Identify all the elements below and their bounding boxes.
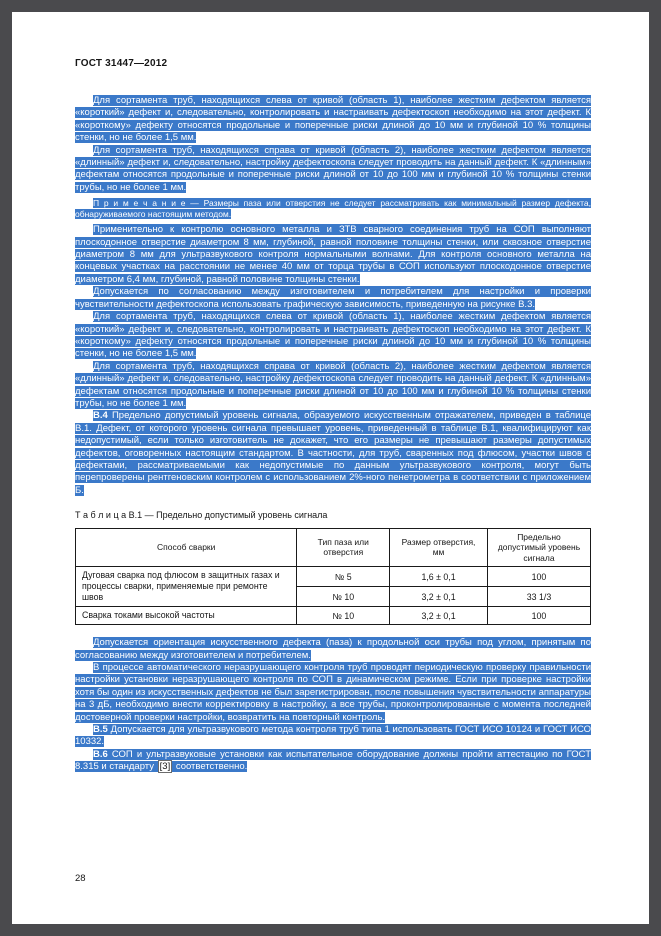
table-header-level: Предельно допустимый уровень сигнала bbox=[487, 528, 590, 567]
paragraph-graphic-dependency bbox=[75, 286, 591, 311]
document-page bbox=[12, 12, 649, 924]
reference-3-link[interactable]: [3] bbox=[159, 761, 171, 773]
table-cell-size: 3,2 ± 0,1 bbox=[390, 587, 488, 607]
paragraph-area2-repeat bbox=[75, 361, 591, 411]
table-cell-level: 100 bbox=[487, 607, 590, 625]
table-header-type: Тип паза или отверстия bbox=[297, 528, 390, 567]
selected-text: Для сортамента труб, находящихся слева от кривой (область 1), наиболее жестким дефектом является «короткий» дефект и, следовательно, контролировать и настраивать дефектоскоп необходимо на этот дефект. К «короткому» дефекту относятся продольные и поперечные риски длиной до 10 мм и глубиной 10 % толщины стенки, но не более 1,5 мм. bbox=[75, 95, 591, 144]
clause-number: В.6 bbox=[93, 748, 108, 760]
note-paragraph bbox=[75, 198, 591, 220]
selected-text: Для сортамента труб, находящихся слева от кривой (область 1), наиболее жестким дефектом является «короткий» дефект и, следовательно, контролировать и настраивать дефектоскоп необходимо на этот дефект. К «короткому» дефекту относятся продольные и поперечные риски длиной до 10 мм и глубиной 10 % толщины стенки, но не более 1,5 мм. bbox=[75, 311, 591, 360]
selected-text: Допускается ориентация искусственного дефекта (паза) к продольной оси трубы под углом, принятым по согласованию между изготовителем и потребителем. bbox=[75, 637, 591, 661]
document-header: ГОСТ 31447—2012 bbox=[75, 58, 168, 69]
selected-text: В процессе автоматического неразрушающего контроля труб проводят периодическую проверку правильности настройки установки неразрушающего контроля по СОП в динамическом режиме. Если при проверке настройки хотя бы один из искусственных дефектов не был зарегистрирован, после повышения чувствительности аппаратуры на 3 дБ, необходимо внести корректировку в настройку, а все трубы, проконтролированные с момента последней достоверной проверки настройки, возвратить на повторный контроль. bbox=[75, 661, 591, 723]
paragraph-area1-repeat bbox=[75, 311, 591, 361]
paragraph-v5 bbox=[75, 724, 591, 749]
table-cell-type: № 10 bbox=[297, 607, 390, 625]
clause-number: В.5 bbox=[93, 723, 108, 735]
signal-level-table bbox=[75, 528, 591, 626]
table-cell-size: 1,6 ± 0,1 bbox=[390, 567, 488, 587]
selected-text: Для сортамента труб, находящихся справа от кривой (область 2), наиболее жестким дефектом является «длинный» дефект и, следовательно, настройку дефектоскопа следует проводить на данный дефект. К «длинным» дефектам относятся продольные и поперечные риски длиной от 10 до 100 мм и глубиной 10 % толщины стенки трубы, но не более 1 мм. bbox=[75, 144, 591, 193]
selected-text: В.6 СОП и ультразвуковые установки как испытательное оборудование должны пройти аттестацию по ГОСТ 8.315 и стандарту [3] соответственно. bbox=[75, 748, 592, 773]
table-row bbox=[76, 567, 591, 587]
table-cell-size: 3,2 ± 0,1 bbox=[390, 607, 488, 625]
paragraph-area1 bbox=[75, 95, 591, 145]
paragraph-area2 bbox=[75, 145, 591, 195]
page-number: 28 bbox=[75, 873, 86, 884]
selected-text: В.5 Допускается для ультразвукового метода контроля труб типа 1 использовать ГОСТ ИСО 10124 и ГОСТ ИСО 10332. bbox=[75, 723, 591, 748]
selected-text: Для сортамента труб, находящихся справа от кривой (область 2), наиболее жестким дефектом является «длинный» дефект и, следовательно, настройку дефектоскопа следует проводить на данный дефект. К «длинным» дефектам относятся продольные и поперечные риски длиной от 10 до 100 мм и глубиной 10 % толщины стенки трубы, но не более 1 мм. bbox=[75, 360, 591, 409]
table-cell-level: 33 1/3 bbox=[487, 587, 590, 607]
document-body bbox=[75, 95, 591, 774]
table-header-method: Способ сварки bbox=[76, 528, 297, 567]
table-row bbox=[76, 607, 591, 625]
paragraph-flat-bottom-hole bbox=[75, 224, 591, 286]
table-header-row bbox=[76, 528, 591, 567]
table-cell-type: № 10 bbox=[297, 587, 390, 607]
selected-text: В.4 Предельно допустимый уровень сигнала, образуемого искусственным отражателем, приведен в таблице В.1. Дефект, от которого уровень сигнала превышает уровень, приведенный в таблице В.1, квалифицируют как недопустимый, если только изготовитель не докажет, что его размеры не превышают размеры допустимых дефектов, оговоренных настоящим стандартом. В частности, для труб, сваренных под флюсом, участки швов с дефектами, рассматриваемыми как недопустимые по данным ультразвукового контроля, могут быть перепроверены рентгеновским контролем с использованием 2%-ного пенетрометра в соответствии с приложением Б. bbox=[75, 410, 591, 496]
table-cell-type: № 5 bbox=[297, 567, 390, 587]
table-header-size: Размер отверстия, мм bbox=[390, 528, 488, 567]
paragraph-v4 bbox=[75, 410, 591, 497]
selected-text: П р и м е ч а н и е — Размеры паза или отверстия не следует рассматривать как минимальный размер дефекта, обнаруживаемого настоящим методом. bbox=[75, 198, 591, 220]
table-cell-method: Сварка токами высокой частоты bbox=[76, 607, 297, 625]
paragraph-v6 bbox=[75, 749, 591, 774]
table-caption: Т а б л и ц а В.1 — Предельно допустимый уровень сигнала bbox=[75, 510, 328, 521]
clause-number: В.4 bbox=[93, 410, 108, 422]
paragraph-periodic-check bbox=[75, 662, 591, 724]
selected-text: Допускается по согласованию между изготовителем и потребителем для настройки и проверки чувствительности дефектоскопа использовать графическую зависимость, приведенную на рисунке В.3. bbox=[75, 286, 591, 310]
table-cell-level: 100 bbox=[487, 567, 590, 587]
table-cell-method: Дуговая сварка под флюсом в защитных газах и процессы сварки, применяемые при ремонте швов bbox=[76, 567, 297, 607]
paragraph-orientation bbox=[75, 637, 591, 662]
selected-text: Применительно к контролю основного металла и ЗТВ сварного соединения труб на СОП выполняют плоскодонное отверстие диаметром 8 мм, глубиной, равной половине толщины стенки, или сквозное отверстие диаметром 8 мм для ультразвукового контроля нормальными волнами. Для контроля основного металла на концевых участках на расстоянии не менее 40 мм от торца трубы в СОП используют плоскодонное отверстие диаметром 6,4 мм, глубиной, равной половине толщины стенки. bbox=[75, 224, 591, 285]
